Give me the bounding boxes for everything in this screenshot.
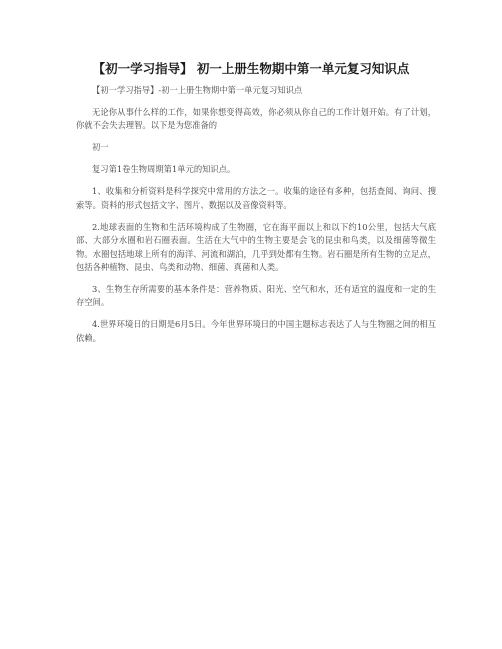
knowledge-point-2: 2.地球表面的生物和生活环境构成了生物圈，它在海平面以上和以下约10公里，包括大气底部、大部分水圈和岩石圈表面。生活在大气中的生物主要是会飞的昆虫和鸟类，以及细菌等微生物。水圈包括地球上所有的海洋、河流和湖泊，几乎到处都有生物。岩石圈是所有生物的立足点，包括各种植物、昆虫、鸟类和动物、细菌、真菌和人类。 [76, 221, 436, 273]
subtitle-paragraph: 【初一学习指导】-初一上册生物期中第一单元复习知识点 [92, 85, 303, 95]
knowledge-point-1: 1、收集和分析资料是科学探究中常用的方法之一。收集的途径有多种，包括查阅、询问、搜索等。资料的形式包括文字、图片、数据以及音像资料等。 [76, 186, 436, 210]
grade-label: 初一 [92, 142, 109, 153]
document-title: 【初一学习指导】 初一上册生物期中第一单元复习知识点 [92, 61, 410, 76]
section-heading: 复习第1卷生物周期第1单元的知识点。 [92, 164, 236, 175]
knowledge-point-4: 4.世界环境日的日期是6月5日。今年世界环境日的中国主题标志表达了人与生物圈之间的相互依赖。 [76, 319, 436, 343]
document-body [76, 84, 436, 345]
knowledge-point-3: 3、生物生存所需要的基本条件是：营养物质、阳光、空气和水，还有适宜的温度和一定的生存空间。 [76, 284, 436, 308]
intro-paragraph: 无论你从事什么样的工作，如果你想变得高效，你必须从你自己的工作计划开始。有了计划，你就不会失去理智。以下是为您准备的 [76, 107, 436, 131]
